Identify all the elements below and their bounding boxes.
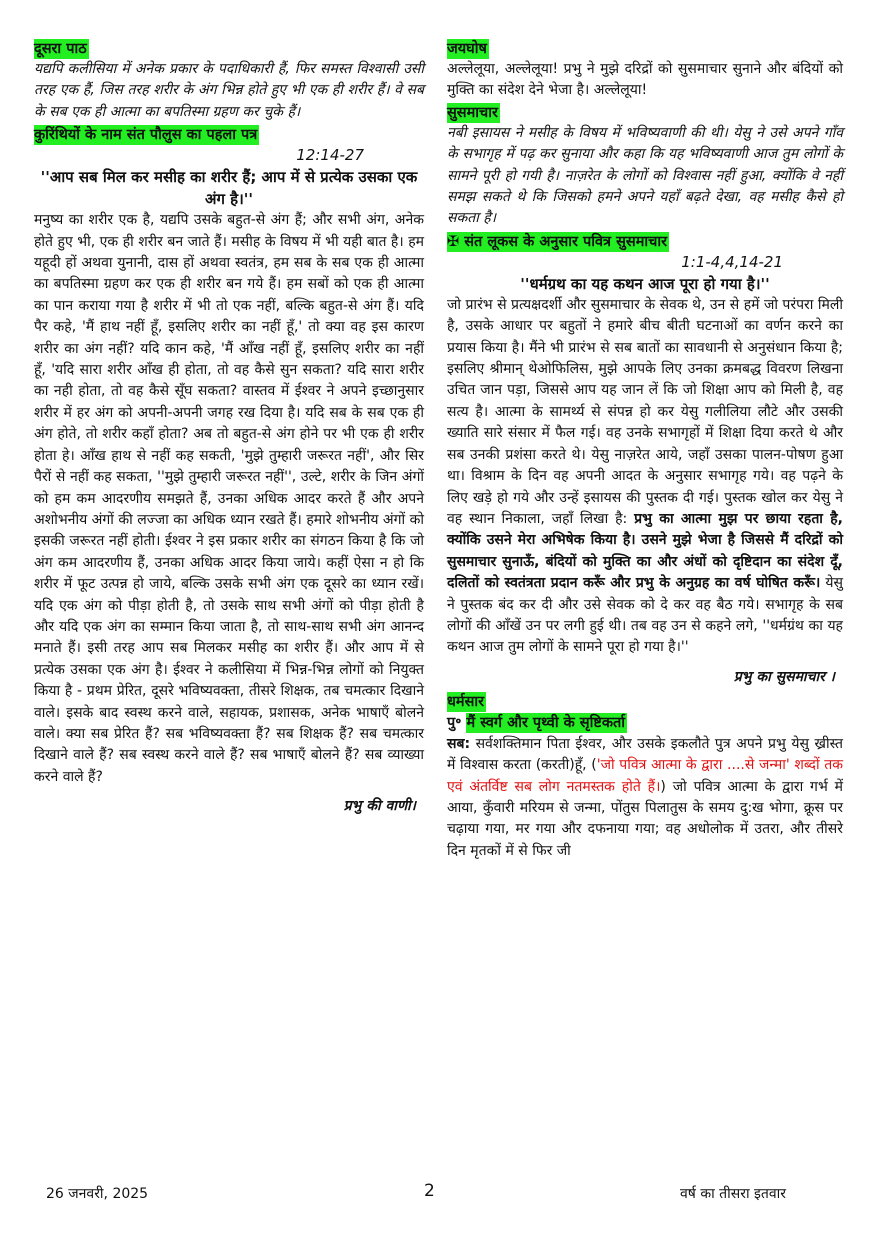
second-reading-body: मनुष्य का शरीर एक है, यद्यपि उसके बहुत-से अंग हैं; और सभी अंग, अनेक होते हुए भी, एक ही शरीर बन जाते हैं। मसीह के विषय में भी यही बात है। हम यहूदी हों अथवा युनानी, दास हों अथवा स्वतंत्र, हम सब के सब एक ही आत्मा का बपतिस्मा ग्रहण कर एक ही शरीर बन गये हैं। हम सबों को एक ही आत्मा का पान कराया गया है शरीर में भी तो एक नहीं, बल्कि बहुत-से अंग हैं। यदि पैर कहे, 'मैं हाथ नहीं हूँ, इसलिए शरीर का नहीं हूँ,' तो क्या वह इस कारण शरीर का अंग नहीं? यदि कान कहे, 'मैं आँख नहीं हूँ, इसलिए शरीर का नहीं हूँ, 'यदि सारा शरीर आँख ही होता, तो वह कैसे सुन सकता? यदि सारा शरीर का नही होता, तो वह कैसे सूँघ सकता? वास्तव में ईश्वर ने अपने इच्छानुसार शरीर में हर अंग को अपनी-अपनी जगह रख दिया है। यदि सब के सब एक ही अंग होते, तो शरीर कहाँ होता? अब तो बहुत-से अंग होने पर भी एक ही शरीर होता हे। आँख हाथ से नहीं कह सकती, 'मुझे तुम्हारी जरूरत नहीं', और सिर पैरों से नहीं कह सकता, ''मुझे तुम्हारी जरूरत नहीं'', उल्टे, शरीर के जिन अंगों को हम कम आदरणीय समझते हैं, उनका अधिक आदर करते हैं और अपने अशोभनीय अंगों की लज्जा का अधिक ध्यान रखते हैं। हमारे शोभनीय अंगों को इसकी जरूरत नहीं होती। ईश्वर ने इस प्रकार शरीर का संगठन किया है कि जो अंग कम आदरणीय हैं, उनका अधिक आदर किया जाये। कहीं ऐसा न हो कि शरीर में फूट उत्पन्न हो जाये, बल्कि उसके सभी अंग एक दूसरे का ध्यान रखें। यदि एक अंग को पीड़ा होती है, तो उसके साथ सभी अंगों को पीड़ा होती है और यदि एक अंग का सम्मान किया जाता है, तो साथ-साथ सभी अंग आनन्द मनाते हैं। इसी तरह आप सब मिलकर मसीह का शरीर हैं। और आप में से प्रत्येक उसका एक अंग है। ईश्वर ने कलीसिया में भिन्न-भिन्न लोगों को नियुक्त किया है - प्रथम प्रेरित, दूसरे भविष्यवक्ता, तीसरे शिक्षक, तब चमत्कार दिखाने वाले। इसके बाद स्वस्थ करने वाले, सहायक, प्रशासक, अनेक भाषाएँ बोलने वाले। क्या सब प्रेरित हैं? सब भविष्यवक्ता हैं? सब शिक्षक हैं? सब चमत्कार दिखाने वाले हैं? सब स्वस्थ करने वाले हैं? सब भाषाएँ बोलने हैं? सब व्याख्या करने वाले हैं? (34, 212, 424, 785)
page-number: 2 (424, 1181, 435, 1201)
cross-icon: ✠ (447, 233, 460, 250)
creed-text-part1: सर्वशक्तिमान पिता ईश्वर, और उसके इकलौते पुत्र अपने प्रभु येसु ख्रीस्त में विश्वास करता (करती)हूँ, ( (447, 735, 843, 774)
gospel-closing: प्रभु का सुसमाचार । (733, 668, 835, 685)
footer-date: 26 जनवरी, 2025 (46, 1186, 149, 1202)
creed-heading: धर्मसार (447, 693, 485, 710)
creed-text-part2: ) जो पवित्र आत्मा के द्वारा गर्भ में आया, कुँवारी मरियम से जन्मा, पोंतुस पिलातुस के समय दु:ख भोगा, क्रूस पर चढ़ाया गया, मर गया और दफनाया गया; वह अधोलोक में उतरा, और तीसरे दिन मृतकों में से फिर जी (447, 778, 843, 859)
gospel-intro: नबी इसायस ने मसीह के विषय में भविष्यवाणी की थी। येसु ने उसे अपने गाँव के सभागृह में पढ़ कर सुनाया और कहा कि यह भविष्यवाणी आज तुम लोगों के सामने पूरी हो गयी है। नाज़रेत के लोगों को विश्वास नहीं हुआ, क्योंकि वे नहीं समझ सकते थे कि जिसको हमने अपने यहाँ बढ़ते देखा, वह मसीह कैसे हो सकता है। (447, 124, 843, 227)
footer-occasion: वर्ष का तीसरा इतवार (680, 1186, 787, 1202)
right-column (447, 38, 843, 862)
second-reading-quote-title: ''आप सब मिल कर मसीह का शरीर हैं; आप में से प्रत्येक उसका एक अंग है।'' (40, 168, 418, 209)
second-reading-intro: यद्यपि कलीसिया में अनेक प्रकार के पदाधिकारी हैं, फिर समस्त विश्वासी उसी तरह एक हैं, जिस तरह शरीर के अंग भिन्न होते हुए भी एक ही शरीर हैं। वे सब के सब एक ही आत्मा का बपतिस्मा ग्रहण कर चुके हैं। (34, 61, 424, 120)
acclamation-heading: जयघोष (447, 41, 487, 57)
gospel-body (447, 295, 843, 659)
gospel-reference: 1:1-4,4,14-21 (681, 252, 783, 271)
gospel-quote-title: ''धर्मग्रथ का यह कथन आज पूरा हो गया है।'' (520, 274, 770, 293)
gospel-body-part1: जो प्रारंभ से प्रत्यक्षदर्शी और सुसमाचार के सेवक थे, उन से हमें जो परंपरा मिली है, उसके आधार पर बहुतों ने हमारे बीच बीती घटनाओं का वर्णन करने का प्रयास किया है। मैंने भी प्रारंभ से सब बातों का सावधानी से अनुसंधान किया है; इसलिए श्रीमान् थेओफिलिस, मुझे आपके लिए उनका क्रमबद्ध विवरण लिखना उचित जान पड़ा, जिससे आप यह जान लें कि जो शिक्षा आप को मिली है, वह सत्य है। आत्मा के सामर्थ्य से संपन्न हो कर येसु गलीलिया लौटे और उसकी ख्याति सारे संसार में फैल गई। वह उनके सभागृहों में शिक्षा दिया करते थे और सब उनकी प्रशंसा करते थे। येसु नाज़रेत आये, जहाँ उसका पालन-पोषण हुआ था। विश्राम के दिन वह अपनी आदत के अनुसार सभागृह गये। वह पढ़ने के लिए खड़े हो गये और उन्हें इसायस की पुस्तक दी गई। पुस्तक खोल कर येसु ने वह स्थान निकाला, जहाँ लिखा है: (447, 296, 843, 527)
gospel-source-heading-bar (447, 232, 669, 252)
creed-body (447, 734, 843, 862)
gospel-body-part2: येसु ने पुस्तक बंद कर दी और उसे सेवक को दे कर वह बैठ गये। सभागृह के सब लोगों की आँखें उन पर लगी हुई थी। तब वह उन से कहने लगे, ''धर्मग्रंथ का यह कथन आज तुम लोगों के सामने पूरा हो गया है।'' (447, 575, 843, 656)
acclamation-body: अल्लेलूया, अल्लेलूया! प्रभु ने मुझे दरिद्रों को सुसमाचार सुनाने और बंदियों को मुक्ति का संदेश देने भेजा है। अल्लेलूया! (447, 61, 843, 99)
second-reading-heading: दूसरा पाठ (34, 41, 87, 57)
creed-priest-line (447, 712, 843, 734)
creed-rubric-red: 'जो पवित्र आत्मा के द्वारा ....से जन्मा' शब्दों तक एवं अंतर्विष्ट सब लोग नतमस्तक होते हैं। (447, 757, 843, 795)
creed-priest-label: पु॰ (447, 714, 462, 731)
gospel-body-bold-quote: प्रभु का आत्मा मुझ पर छाया रहता है, क्योंकि उसने मेरा अभिषेक किया है। उसने मुझे भेजा है जिससे मैं दरिद्रों को सुसमाचार सुनाऊँ, बंदियों को मुक्ति का और अंधों को दृष्टिदान का संदेश दूँ, दलितों को स्वतंत्रता प्रदान करूँ और प्रभु के अनुग्रह का वर्ष घोषित करूँ। (447, 510, 843, 592)
second-reading-reference: 12:14-27 (296, 146, 364, 165)
gospel-source-heading: संत लूकस के अनुसार पवित्र सुसमाचार (464, 233, 668, 250)
gospel-heading: सुसमाचार (447, 104, 498, 121)
second-reading-closing: प्रभु की वाणी। (343, 798, 416, 815)
creed-priest-text: मैं स्वर्ग और पृथ्वी के सृष्टिकर्ता (466, 714, 625, 731)
second-reading-source-heading: कुरिंथियों के नाम संत पौलुस का पहला पत्र (34, 127, 258, 144)
left-column (34, 38, 424, 817)
creed-all-label: सब: (447, 735, 471, 752)
